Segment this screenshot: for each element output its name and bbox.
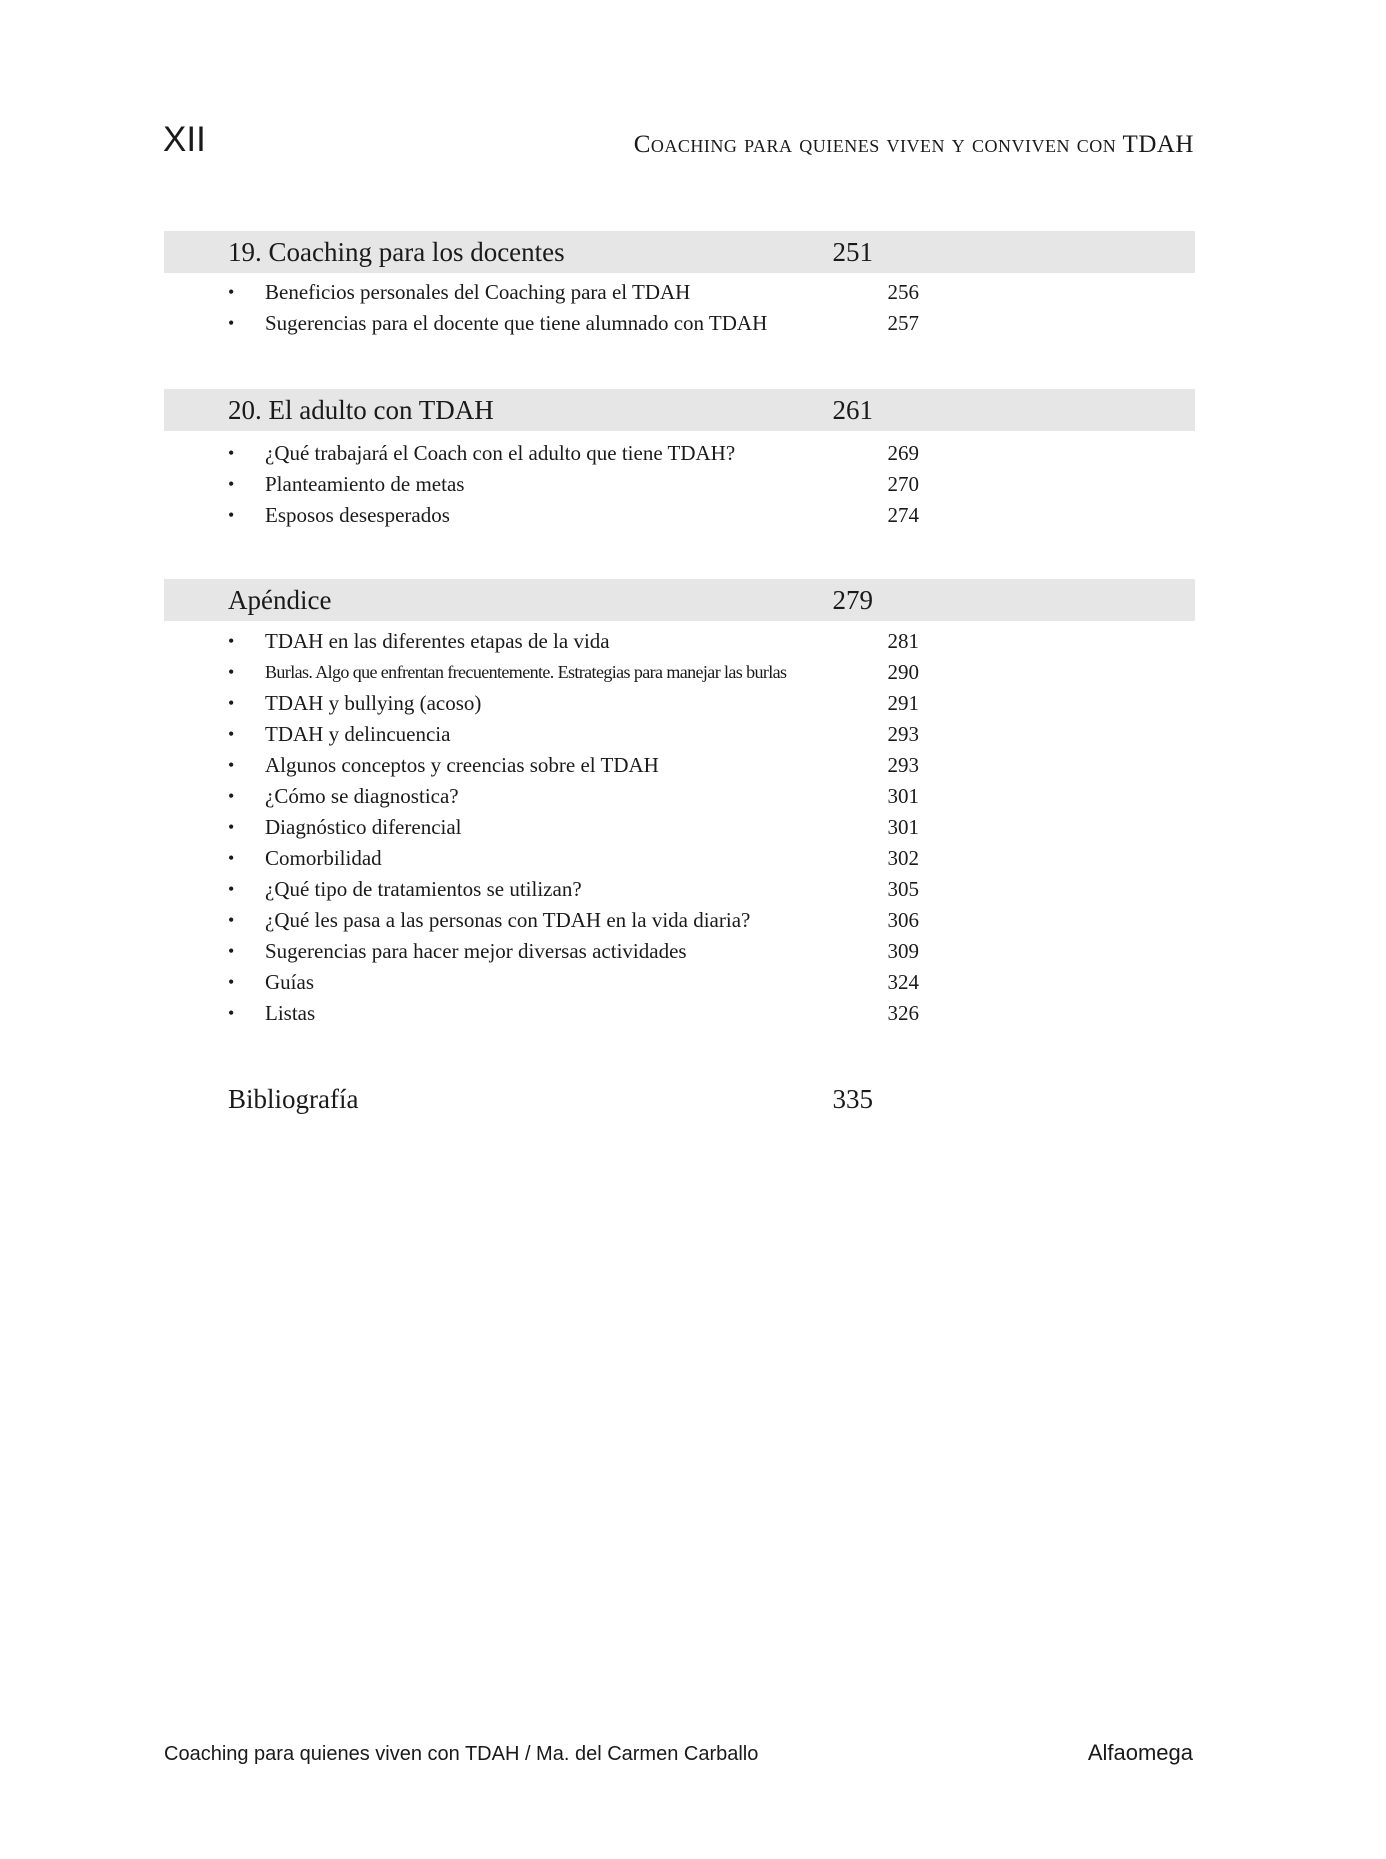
page-number: XII <box>163 120 206 159</box>
running-head: Coaching para quienes viven y conviven con TDAH <box>633 131 1194 158</box>
bullet-icon: • <box>228 879 235 899</box>
toc-section-header: Bibliografía 335 <box>164 1078 1195 1120</box>
toc-item-label: Guías <box>265 970 314 994</box>
bullet-icon: • <box>228 693 235 713</box>
bullet-icon: • <box>228 724 235 744</box>
toc-item: • Guías 324 <box>164 967 1195 998</box>
toc-section-appendix <box>164 579 1195 1029</box>
toc-item: • Algunos conceptos y creencias sobre el TDAH 293 <box>164 750 1195 781</box>
bullet-icon: • <box>228 443 235 463</box>
toc-item: • Diagnóstico diferencial 301 <box>164 812 1195 843</box>
bullet-icon: • <box>228 631 235 651</box>
toc-item-label: TDAH y bullying (acoso) <box>265 691 482 715</box>
toc-section-header: 20. El adulto con TDAH 261 <box>164 389 1195 431</box>
toc-item-label: Diagnóstico diferencial <box>265 815 462 839</box>
toc-item-label: Algunos conceptos y creencias sobre el TDAH <box>265 753 659 777</box>
toc-item: • ¿Qué tipo de tratamientos se utilizan? 305 <box>164 874 1195 905</box>
bullet-icon: • <box>228 505 235 525</box>
bullet-icon: • <box>228 910 235 930</box>
toc-section-19 <box>164 231 1195 339</box>
bullet-icon: • <box>228 755 235 775</box>
toc-section-header: 19. Coaching para los docentes 251 <box>164 231 1195 273</box>
toc-item: • Listas 326 <box>164 998 1195 1029</box>
bullet-icon: • <box>228 1003 235 1023</box>
toc-item-label: TDAH y delincuencia <box>265 722 451 746</box>
toc-item: • Burlas. Algo que enfrentan frecuentemente. Estrategias para manejar las burlas 290 <box>164 657 1195 688</box>
toc-item-list <box>164 438 1195 531</box>
toc-item: • Planteamiento de metas 270 <box>164 469 1195 500</box>
section-title: Bibliografía <box>228 1084 359 1114</box>
toc-item: • TDAH y bullying (acoso) 291 <box>164 688 1195 719</box>
toc-item-label: Listas <box>265 1001 316 1025</box>
toc-section-bibliography <box>164 1078 1195 1120</box>
toc-item: • Beneficios personales del Coaching para el TDAH 256 <box>164 277 1195 308</box>
toc-item: • TDAH y delincuencia 293 <box>164 719 1195 750</box>
bullet-icon: • <box>228 662 235 682</box>
toc-item-label: Sugerencias para hacer mejor diversas actividades <box>265 939 687 963</box>
toc-item-label: Burlas. Algo que enfrentan frecuentemente. Estrategias para manejar las burlas <box>265 662 787 682</box>
toc-item: • ¿Cómo se diagnostica? 301 <box>164 781 1195 812</box>
toc-item: • TDAH en las diferentes etapas de la vida 281 <box>164 626 1195 657</box>
footer-book-credit: Coaching para quienes viven con TDAH / Ma. del Carmen Carballo <box>164 1743 759 1765</box>
bullet-icon: • <box>228 474 235 494</box>
toc-item: • Sugerencias para el docente que tiene alumnado con TDAH 257 <box>164 308 1195 339</box>
toc-item-label: Beneficios personales del Coaching para el TDAH <box>265 280 691 304</box>
toc-item-label: ¿Cómo se diagnostica? <box>265 784 459 808</box>
toc-item-label: TDAH en las diferentes etapas de la vida <box>265 629 610 653</box>
bullet-icon: • <box>228 817 235 837</box>
toc-item-list <box>164 626 1195 1029</box>
section-title: Apéndice <box>228 585 332 615</box>
bullet-icon: • <box>228 313 235 333</box>
toc-item-label: Comorbilidad <box>265 846 382 870</box>
toc-item: • ¿Qué trabajará el Coach con el adulto que tiene TDAH? 269 <box>164 438 1195 469</box>
toc-item: • ¿Qué les pasa a las personas con TDAH en la vida diaria? 306 <box>164 905 1195 936</box>
section-title: 19. Coaching para los docentes <box>228 237 565 267</box>
bullet-icon: • <box>228 941 235 961</box>
bullet-icon: • <box>228 786 235 806</box>
toc-section-header: Apéndice 279 <box>164 579 1195 621</box>
toc-item-label: Planteamiento de metas <box>265 472 465 496</box>
bullet-icon: • <box>228 972 235 992</box>
toc-item-label: Esposos desesperados <box>265 503 450 527</box>
toc-item-label: ¿Qué trabajará el Coach con el adulto que tiene TDAH? <box>265 441 736 465</box>
toc-item: • Sugerencias para hacer mejor diversas actividades 309 <box>164 936 1195 967</box>
toc-item-list <box>164 277 1195 339</box>
toc-item-label: Sugerencias para el docente que tiene alumnado con TDAH <box>265 311 768 335</box>
footer-publisher: Alfaomega <box>1087 1740 1193 1765</box>
toc-item-label: ¿Qué les pasa a las personas con TDAH en la vida diaria? <box>265 908 751 932</box>
section-title: 20. El adulto con TDAH <box>228 395 494 425</box>
toc-section-20 <box>164 389 1195 531</box>
bullet-icon: • <box>228 848 235 868</box>
toc-item-label: ¿Qué tipo de tratamientos se utilizan? <box>265 877 582 901</box>
toc-item: • Comorbilidad 302 <box>164 843 1195 874</box>
toc-item: • Esposos desesperados 274 <box>164 500 1195 531</box>
bullet-icon: • <box>228 282 235 302</box>
